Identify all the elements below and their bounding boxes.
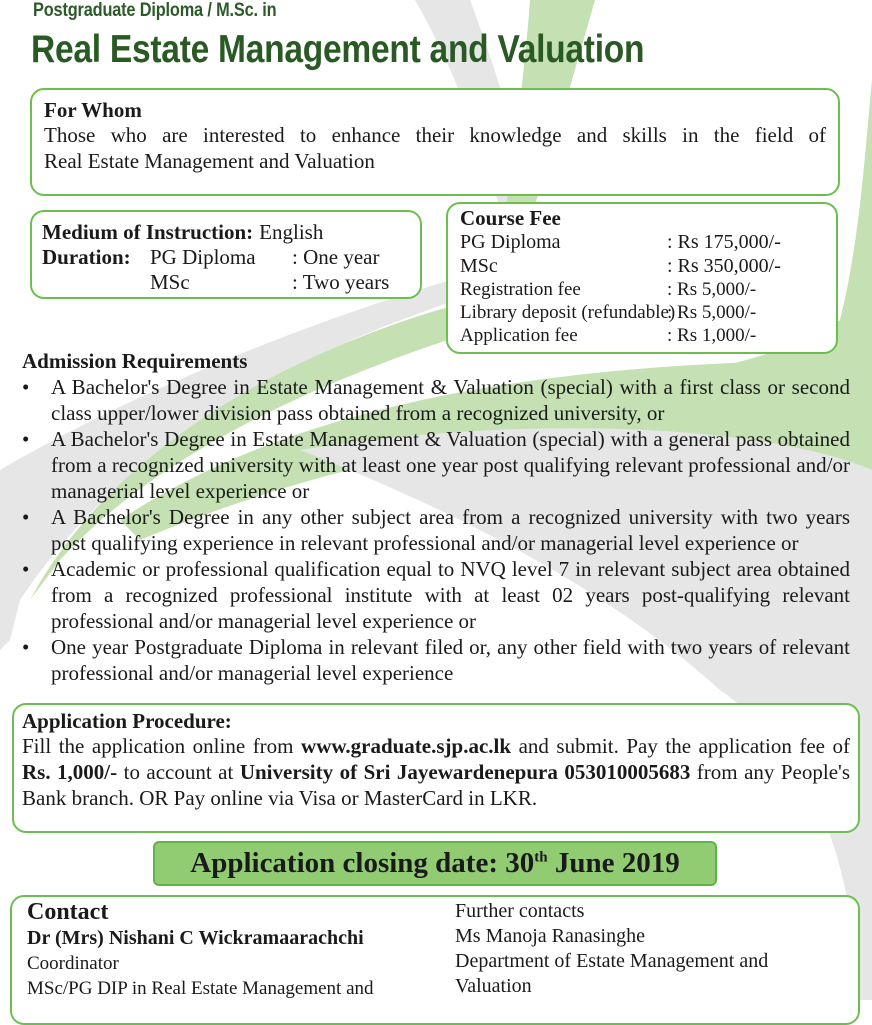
procedure-text-part: and submit. Pay the application fee of bbox=[511, 734, 850, 758]
list-item bbox=[22, 634, 850, 686]
fee-amount: : Rs 175,000/- bbox=[667, 231, 781, 253]
procedure-text-part: to account at bbox=[117, 760, 240, 784]
application-procedure-box bbox=[12, 703, 860, 833]
for-whom-text-line2: Real Estate Management and Valuation bbox=[44, 149, 375, 173]
fee-item: Library deposit (refundable) bbox=[460, 302, 676, 323]
further-contact bbox=[455, 899, 835, 1001]
requirement-text: One year Postgraduate Diploma in relevant filed or, any other field with two years of relevant professional and/or managerial level experience bbox=[51, 635, 850, 685]
duration-value: : One year bbox=[292, 245, 380, 269]
bullet-icon: • bbox=[22, 427, 30, 451]
requirement-text: Academic or professional qualification equal to NVQ level 7 in relevant subject area obtained from a recognized professional institute with at least 02 years post-qualifying relevant professional and/or managerial level experience or bbox=[51, 557, 850, 633]
fee-row bbox=[460, 254, 824, 278]
program-kicker: Postgraduate Diploma / M.Sc. in bbox=[33, 0, 277, 21]
primary-contact bbox=[27, 899, 455, 1001]
duration-label: Duration: bbox=[42, 245, 131, 269]
admission-list bbox=[22, 374, 850, 686]
list-item bbox=[22, 504, 850, 556]
fee-item: Registration fee bbox=[460, 279, 581, 300]
fee-row bbox=[460, 301, 824, 324]
account-number: 053010005683 bbox=[564, 760, 691, 784]
closing-date-text bbox=[190, 847, 679, 880]
further-contact-name: Ms Manoja Ranasinghe bbox=[455, 925, 645, 947]
admission-requirements bbox=[22, 348, 850, 686]
fee-item: Application fee bbox=[460, 325, 578, 346]
contact-role: Coordinator bbox=[27, 953, 119, 974]
contact-heading: Contact bbox=[27, 899, 109, 925]
list-item bbox=[22, 556, 850, 634]
account-name: University of Sri Jayewardenepura bbox=[239, 760, 558, 784]
fee-amount: : Rs 5,000/- bbox=[667, 279, 757, 300]
duration-program: PG Diploma bbox=[150, 245, 256, 269]
medium-label: Medium of Instruction: bbox=[42, 220, 254, 244]
bullet-icon: • bbox=[22, 635, 30, 659]
procedure-heading: Application Procedure: bbox=[22, 709, 232, 733]
duration-program: MSc bbox=[150, 270, 190, 294]
fee-amount: : Rs 1,000/- bbox=[667, 325, 757, 346]
requirement-text: A Bachelor's Degree in Estate Management & Valuation (special) with a general pass obtained from a recognized university with at least one year post qualifying relevant professional and/or managerial level experience or bbox=[51, 427, 850, 503]
fee-row bbox=[460, 230, 824, 254]
for-whom-text-line1: Those who are interested to enhance their knowledge and skills in the field of bbox=[44, 123, 826, 147]
contact-name: Dr (Mrs) Nishani C Wickramaarachchi bbox=[27, 927, 364, 949]
course-fee-box bbox=[446, 202, 838, 354]
for-whom-heading: For Whom bbox=[44, 98, 142, 122]
page-title: Real Estate Management and Valuation bbox=[31, 28, 645, 71]
further-contact-dept-cont: Valuation bbox=[455, 975, 532, 997]
procedure-text-part: from any People's Bank branch. OR Pay online via Visa or MasterCard in LKR. bbox=[22, 760, 850, 810]
for-whom-box bbox=[30, 88, 840, 196]
requirement-text: A Bachelor's Degree in Estate Management & Valuation (special) with a first class or second class upper/lower division pass obtained from a recognized university, or bbox=[51, 375, 850, 425]
contact-grid bbox=[27, 899, 843, 1001]
fee-item: PG Diploma bbox=[460, 231, 561, 253]
closing-date-prefix: Application closing date: 30 bbox=[190, 847, 535, 879]
procedure-text bbox=[22, 733, 850, 811]
fee-row bbox=[460, 324, 824, 347]
admission-heading: Admission Requirements bbox=[22, 349, 248, 373]
closing-date-ordinal: th bbox=[534, 849, 548, 866]
fee-amount: : Rs 5,000/- bbox=[667, 302, 757, 323]
fee-item: MSc bbox=[460, 255, 498, 277]
further-contact-dept: Department of Estate Management and bbox=[455, 950, 769, 972]
contact-program: MSc/PG DIP in Real Estate Management and bbox=[27, 978, 374, 999]
bullet-icon: • bbox=[22, 505, 30, 529]
duration-row bbox=[42, 270, 410, 295]
application-fee-amount: Rs. 1,000/- bbox=[22, 760, 118, 784]
list-item bbox=[22, 374, 850, 426]
procedure-text-part: Fill the application online from bbox=[22, 734, 302, 758]
fee-row bbox=[460, 278, 824, 301]
course-fee-heading: Course Fee bbox=[460, 206, 561, 230]
medium-duration-box bbox=[30, 210, 422, 299]
duration-value: : Two years bbox=[292, 270, 390, 294]
bullet-icon: • bbox=[22, 375, 30, 399]
closing-date-rest: June 2019 bbox=[547, 847, 680, 879]
medium-row bbox=[42, 220, 410, 245]
duration-row bbox=[42, 245, 410, 270]
contact-box bbox=[10, 895, 860, 1025]
fee-amount: : Rs 350,000/- bbox=[667, 255, 781, 277]
requirement-text: A Bachelor's Degree in any other subject area from a recognized university with two years post qualifying experience in relevant professional and/or managerial level experience or bbox=[51, 505, 850, 555]
bullet-icon: • bbox=[22, 557, 30, 581]
medium-value: English bbox=[259, 220, 324, 244]
closing-date-banner bbox=[153, 841, 717, 886]
list-item bbox=[22, 426, 850, 504]
website-link[interactable]: www.graduate.sjp.ac.lk bbox=[301, 734, 512, 758]
further-contacts-heading: Further contacts bbox=[455, 900, 585, 922]
